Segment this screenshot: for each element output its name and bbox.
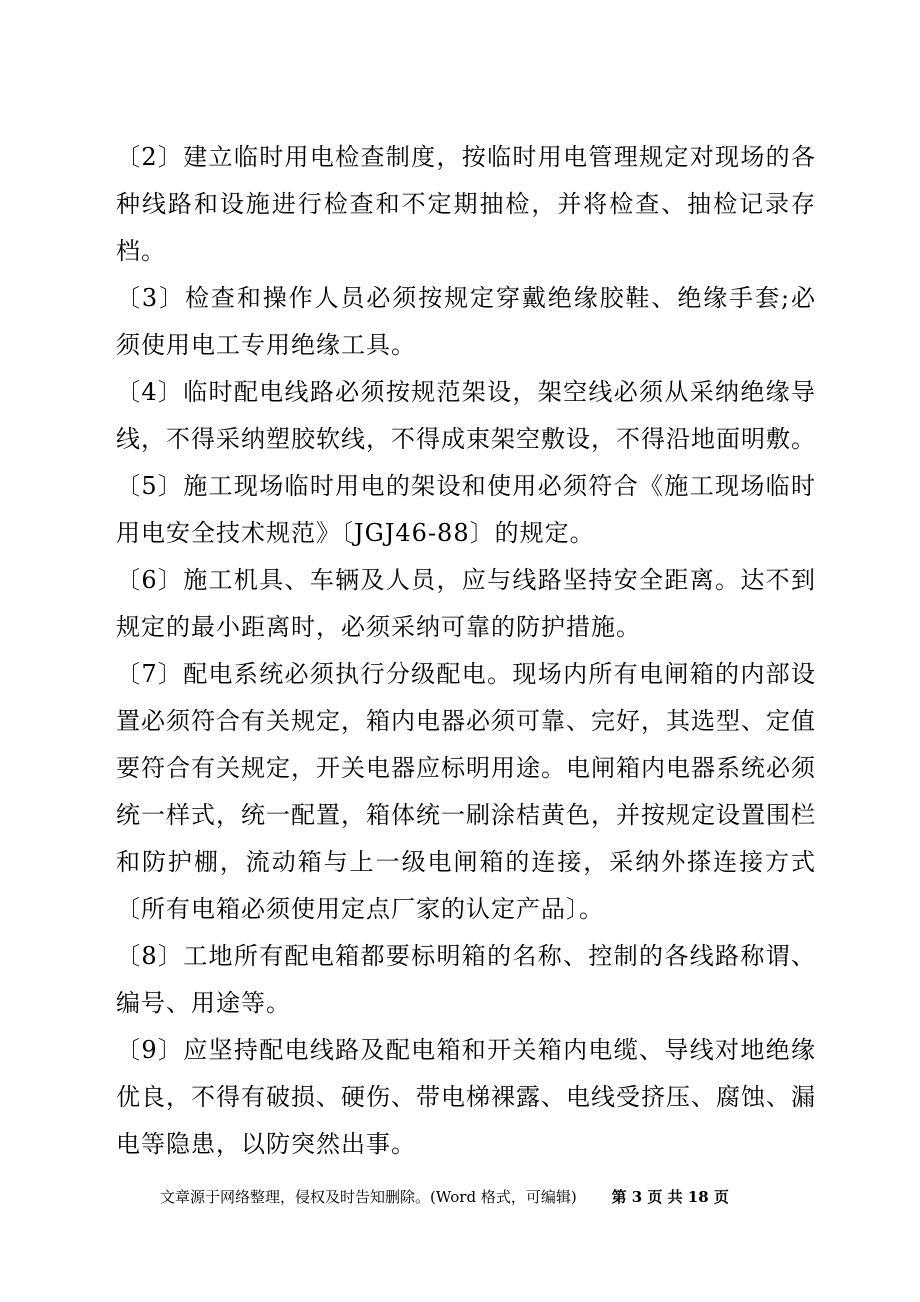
- page-footer: [160, 1186, 800, 1208]
- paragraph-item-6: 〔6〕施工机具、车辆及人员，应与线路坚持安全距离。达不到规定的最小距离时，必须采纳可靠的防护措施。: [116, 566, 816, 641]
- paragraph-item-5: 〔5〕施工现场临时用电的架设和使用必须符合《施工现场临时用电安全技术规范》〔JGJ46-88〕的规定。: [116, 472, 816, 547]
- paragraph-item-8: 〔8〕工地所有配电箱都要标明箱的名称、控制的各线路称谓、编号、用途等。: [116, 942, 816, 1017]
- footer-note: 文章源于网络整理，侵权及时告知删除。(Word 格式，可编辑): [160, 1188, 577, 1206]
- document-body: [116, 134, 816, 1168]
- page-number: 第 3 页 共 18 页: [611, 1188, 729, 1206]
- paragraph-item-7: 〔7〕配电系统必须执行分级配电。现场内所有电闸箱的内部设置必须符合有关规定，箱内电器必须可靠、完好，其选型、定值要符合有关规定，开关电器应标明用途。电闸箱内电器系统必须统一样式，统一配置，箱体统一刷涂桔黄色，并按规定设置围栏和防护棚，流动箱与上一级电闸箱的连接，采纳外搽连接方式〔所有电箱必须使用定点厂家的认定产品〕。: [116, 660, 816, 923]
- paragraph-item-2: 〔2〕建立临时用电检查制度，按临时用电管理规定对现场的各种线路和设施进行检查和不定期抽检，并将检查、抽检记录存档。: [116, 143, 816, 265]
- paragraph-item-3: 〔3〕检查和操作人员必须按规定穿戴绝缘胶鞋、绝缘手套;必须使用电工专用绝缘工具。: [116, 284, 816, 359]
- paragraph-item-4: 〔4〕临时配电线路必须按规范架设，架空线必须从采纳绝缘导线，不得采纳塑胶软线，不得成束架空敷设，不得沿地面明敷。: [116, 378, 816, 453]
- paragraph-item-9: 〔9〕应坚持配电线路及配电箱和开关箱内电缆、导线对地绝缘优良，不得有破损、硬伤、带电梯裸露、电线受挤压、腐蚀、漏电等隐患，以防突然出事。: [116, 1036, 816, 1158]
